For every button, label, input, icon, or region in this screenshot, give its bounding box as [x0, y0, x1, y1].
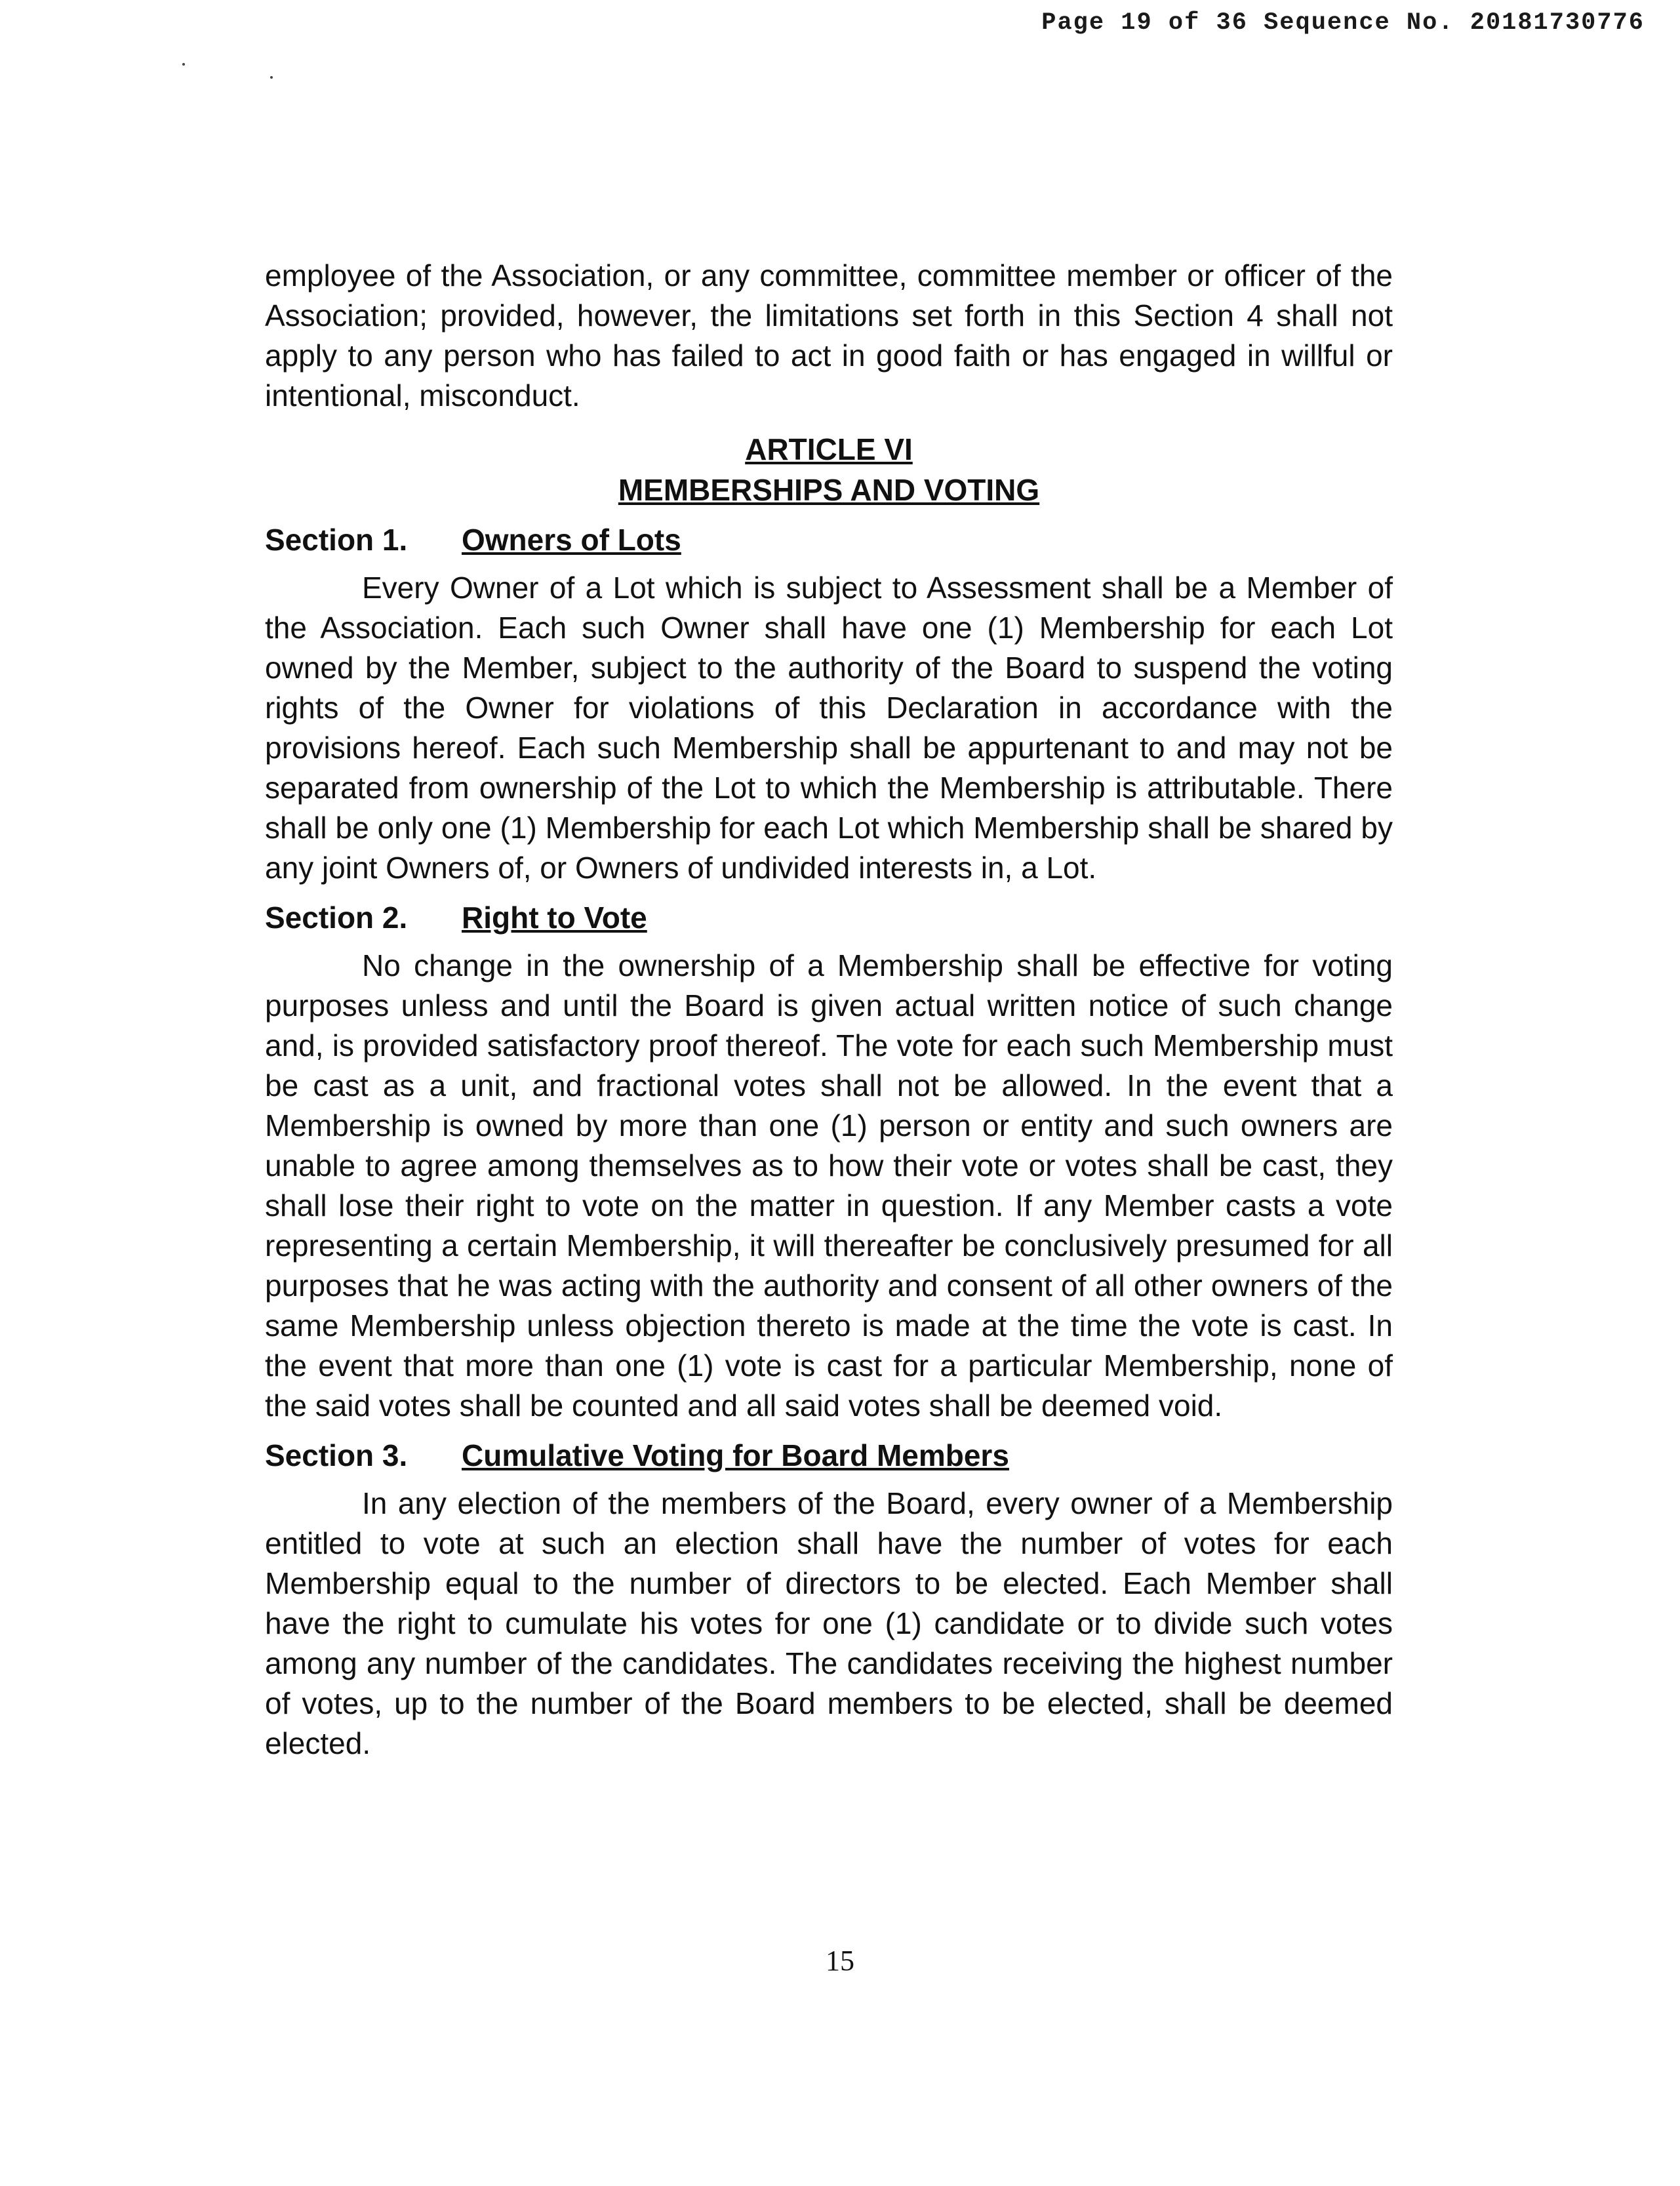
document-body — [265, 256, 1393, 1764]
section-title: Owners of Lots — [462, 523, 681, 557]
section-3-heading — [265, 1436, 1393, 1474]
section-number: Section 2. — [265, 901, 408, 935]
scan-speck — [182, 63, 185, 66]
section-title: Right to Vote — [462, 901, 647, 935]
article-title: MEMBERSHIPS AND VOTING — [618, 473, 1040, 507]
section-2-text: No change in the ownership of a Membership shall be effective for voting purposes unless and until the Board is given actual written notice of such change and, is provided satisfactory proof thereof. The vote for each such Membership must be cast as a unit, and fractional votes shall not be allowed. In the event that a Membership is owned by more than one (1) person or entity and such owners are unable to agree among themselves as to how their vote or votes shall be cast, they shall lose their right to vote on the matter in question. If any Member casts a vote representing a certain Membership, it will thereafter be conclusively presumed for all purposes that he was acting with the authority and consent of all other owners of the same Membership unless objection thereto is made at the time the vote is cast. In the event that more than one (1) vote is cast for a particular Membership, none of the said votes shall be counted and all said votes shall be deemed void. — [265, 948, 1393, 1423]
scan-speck — [270, 76, 273, 79]
page-number: 15 — [826, 1945, 854, 1977]
section-1-heading — [265, 521, 1393, 559]
section-2-heading — [265, 899, 1393, 937]
section-title: Cumulative Voting for Board Members — [462, 1438, 1009, 1472]
recording-stamp: Page 19 of 36 Sequence No. 20181730776 — [1041, 9, 1645, 37]
section-1-text: Every Owner of a Lot which is subject to Assessment shall be a Member of the Association. Each such Owner shall have one (1) Membership for each Lot owned by the Member, subject to the authority of the Board to suspend the voting rights of the Owner for violations of this Declaration in accordance with the provisions hereof. Each such Membership shall be appurtenant to and may not be separated from ownership of the Lot to which the Membership is attributable. There shall be only one (1) Membership for each Lot which Membership shall be shared by any joint Owners of, or Owners of undivided interests in, a Lot. — [265, 571, 1393, 885]
section-number: Section 3. — [265, 1438, 408, 1472]
continuation-paragraph: employee of the Association, or any committee, committee member or officer of the Association; provided, however, the limitations set forth in this Section 4 shall not apply to any person who has failed to act in good faith or has engaged in willful or intentional, misconduct. — [265, 258, 1393, 413]
article-number: ARTICLE VI — [745, 432, 913, 466]
section-number: Section 1. — [265, 523, 408, 557]
section-3-text: In any election of the members of the Board, every owner of a Membership entitled to vote at such an election shall have the number of votes for each Membership equal to the number of directors to be elected. Each Member shall have the right to cumulate his votes for one (1) candidate or to divide such votes among any number of the candidates. The candidates receiving the highest number of votes, up to the number of the Board members to be elected, shall be deemed elected. — [265, 1486, 1393, 1760]
